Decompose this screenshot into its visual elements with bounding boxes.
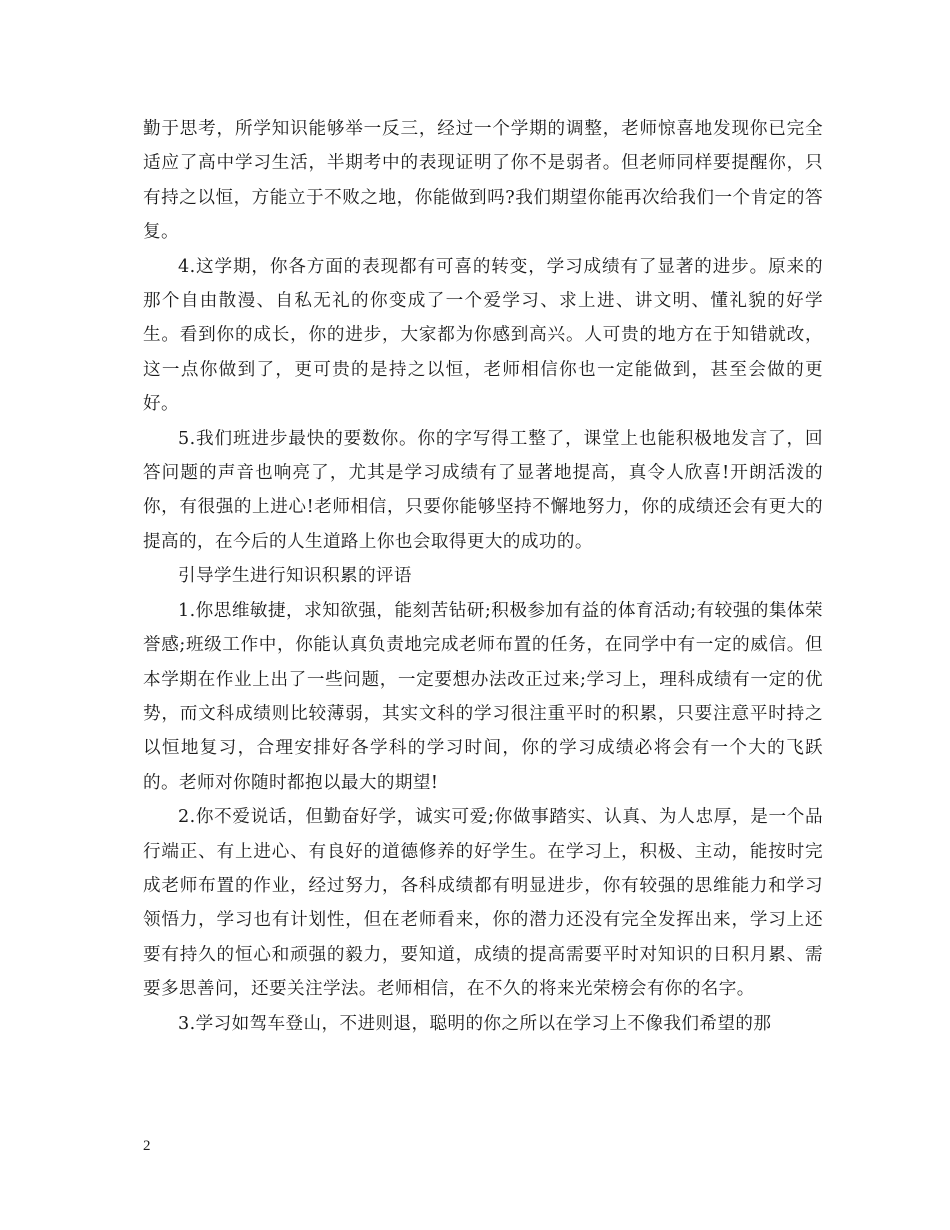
paragraph-comment-3: 3.学习如驾车登山，不进则退，聪明的你之所以在学习上不像我们希望的那 (178, 1013, 772, 1034)
paragraph-continuation: 勤于思考，所学知识能够举一反三，经过一个学期的调整，老师惊喜地发现你已完全适应了高中学习生活，半期考中的表现证明了你不是弱者。但老师同样要提醒你，只有持之以恒，方能立于不败之地，你能做到吗?我们期望你能再次给我们一个肯定的答复。 (143, 119, 823, 243)
paragraph-comment-4: 4.这学期，你各方面的表现都有可喜的转变，学习成绩有了显著的进步。原来的那个自由散漫、自私无礼的你变成了一个爱学习、求上进、讲文明、懂礼貌的好学生。看到你的成长，你的进步，大家都为你感到高兴。人可贵的地方在于知错就改，这一点你做到了，更可贵的是持之以恒，老师相信你也一定能做到，甚至会做的更好。 (143, 256, 823, 415)
paragraph-comment-2: 2.你不爱说话，但勤奋好学，诚实可爱;你做事踏实、认真、为人忠厚，是一个品行端正、有上进心、有良好的道德修养的好学生。在学习上，积极、主动，能按时完成老师布置的作业，经过努力，各科成绩都有明显进步，你有较强的思维能力和学习领悟力，学习也有计划性，但在老师看来，你的潜力还没有完全发挥出来，学习上还要有持久的恒心和顽强的毅力，要知道，成绩的提高需要平时对知识的日积月累、需要多思善问，还要关注学法。老师相信，在不久的将来光荣榜会有你的名字。 (143, 807, 823, 1000)
section-heading: 引导学生进行知识积累的评语 (178, 566, 412, 587)
page-number: 2 (143, 1138, 151, 1154)
paragraph-comment-5: 5.我们班进步最快的要数你。你的字写得工整了，课堂上也能积极地发言了，回答问题的声音也响亮了，尤其是学习成绩有了显著地提高，真令人欣喜!开朗活泼的你，有很强的上进心!老师相信，只要你能够坚持不懈地努力，你的成绩还会有更大的提高的，在今后的人生道路上你也会取得更大的成功的。 (143, 428, 823, 552)
document-body (143, 112, 823, 1041)
paragraph-comment-1: 1.你思维敏捷，求知欲强，能刻苦钻研;积极参加有益的体育活动;有较强的集体荣誉感;班级工作中，你能认真负责地完成老师布置的任务，在同学中有一定的威信。但本学期在作业上出了一些问题，一定要想办法改正过来;学习上，理科成绩有一定的优势，而文科成绩则比较薄弱，其实文科的学习很注重平时的积累，只要注意平时持之以恒地复习，合理安排好各学科的学习时间，你的学习成绩必将会有一个大的飞跃的。老师对你随时都抱以最大的期望! (143, 600, 823, 793)
